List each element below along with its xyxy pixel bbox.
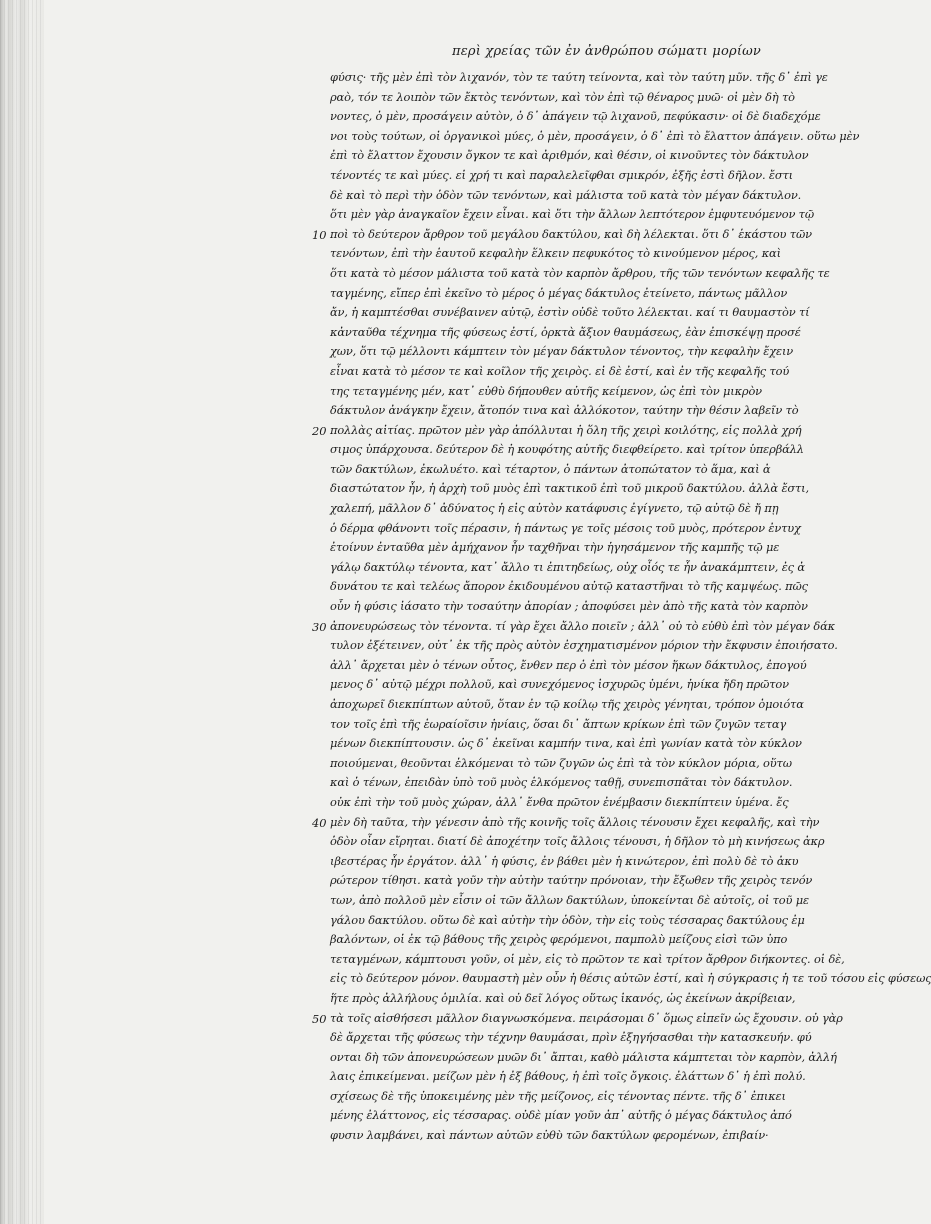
text-line: ιβεστέρας ἦν ἐργάτον. ἀλλ᾽ ἡ φύσις, ἐν βάθει μὲν ἡ κινώτερον, ἐπὶ πολὺ δὲ τὸ ἀκυ xyxy=(330,853,799,868)
text-line: εἶναι κατὰ τὸ μέσον τε καὶ κοῖλον τῆς χειρὸς. εἰ δὲ ἐστί, καὶ ἐν τῆς κεφαλῆς τού xyxy=(330,363,790,378)
text-line: δὲ καὶ τὸ περὶ τὴν ὁδὸν τῶν τενόντων, καὶ μάλιστα τοῦ κατὰ τὸν μέγαν δάκτυλον. xyxy=(330,187,802,202)
text-line: τῶν δακτύλων, ἐκωλυέτο. καὶ τέταρτον, ὁ πάντων ἀτοπώτατον τὸ ἅμα, καὶ ἀ xyxy=(330,461,771,476)
text-line: ὁδὸν οἷαν εἴρηται. διατί δὲ ἀποχέτην τοῖς ἄλλοις τένουσι, ἡ δῆλον τὸ μὴ κινήσεως ἀκρ xyxy=(330,834,825,849)
text-line: ἐπὶ τὸ ἔλαττον ἔχουσιν ὄγκον τε καὶ ἀριθμόν, καὶ θέσιν, οἱ κινοῦντες τὸν δάκτυλον xyxy=(330,148,809,163)
text-line: ὁ δέρμα φθάνοντι τοῖς πέρασιν, ἡ πάντως γε τοῖς μέσοις τοῦ μυὸς, πρότερον ἐντυχ xyxy=(330,520,801,535)
text-line: ἄν, ἡ καμπτέσθαι συνέβαινεν αὐτῷ, ἐστὶν οὐδὲ τοῦτο λέλεκται. καί τι θαυμαστὸν τί xyxy=(330,305,810,320)
text-line: βαλόντων, οἱ ἐκ τῷ βάθους τῆς χειρὸς φερόμενοι, παμπολὺ μείζους εἰσὶ τῶν ὑπο xyxy=(330,932,788,947)
text-line: ὅτι κατὰ τὸ μέσον μάλιστα τοῦ κατὰ τὸν καρπὸν ἄρθρου, τῆς τῶν τενόντων κεφαλῆς τε xyxy=(330,265,830,280)
text-line: οὐκ ἐπὶ τὴν τοῦ μυὸς χώραν, ἀλλ᾽ ἔνθα πρῶτον ἐνέμβασιν διεκπίπτειν ὑμένα. ἔς xyxy=(330,794,789,809)
text-line: ποιούμεναι, θεοῦνται ἑλκόμεναι τὸ τῶν ζυγῶν ὡς ἐπὶ τὰ τὸν κύκλον μόρια, οὕτω xyxy=(330,755,792,770)
text-line: λαις ἐπικείμεναι. μείζων μὲν ἡ ἐξ βάθους, ἡ ἐπὶ τοῖς ὄγκοις. ἐλάττων δ᾽ ἡ ἐπὶ πολύ. xyxy=(330,1069,806,1084)
line-number: 40 xyxy=(312,816,327,830)
text-line: ὅτι μὲν γὰρ ἀναγκαῖον ἔχειν εἶναι. καὶ ὅτι τὴν ἄλλων λεπτότερον ἐμφυτευόμενον τῷ xyxy=(330,207,814,222)
text-line: μενος δ᾽ αὐτῷ μέχρι πολλοῦ, καὶ συνεχόμενος ἰσχυρῶς ὑμένι, ἡνίκα ἤδη πρῶτον xyxy=(330,677,789,692)
line-number: 50 xyxy=(312,1012,327,1026)
text-line: γάλῳ δακτύλῳ τένοντα, κατ᾽ ἄλλο τι ἐπιτηδείως, οὐχ οἷός τε ἦν ἀνακάμπτειν, ἐς ἀ xyxy=(330,559,805,574)
page-edge xyxy=(0,0,44,1224)
text-line: ποὶ τὸ δεύτερον ἄρθρον τοῦ μεγάλου δακτύλου, καὶ δὴ λέλεκται. ὅτι δ᾽ ἑκάστου τῶν xyxy=(330,226,812,241)
text-line: ταγμένης, εἴπερ ἐπὶ ἐκεῖνο τὸ μέρος ὁ μέγας δάκτυλος ἐτείνετο, πάντως μᾶλλον xyxy=(330,285,788,300)
running-head: περὶ χρείας τῶν ἐν ἀνθρώπου σώματι μορίων xyxy=(452,44,762,59)
text-line: τὰ τοῖς αἰσθήσεσι μᾶλλον διαγνωσκόμενα. πειράσομαι δ᾽ ὅμως εἰπεῖν ὡς ἔχουσιν. οὐ γὰρ xyxy=(330,1010,843,1025)
text-line: δάκτυλον ἀνάγκην ἔχειν, ἄτοπόν τινα καὶ ἀλλόκοτον, ταύτην τὴν θέσιν λαβεῖν τὸ xyxy=(330,403,799,418)
line-number: 10 xyxy=(312,228,327,242)
text-column xyxy=(330,68,931,1146)
text-line: των, ἀπὸ πολλοῦ μὲν εἶσιν οἱ τῶν ἄλλων δακτύλων, ὑποκείνται δὲ αὐτοῖς, οἱ τοῦ με xyxy=(330,892,809,907)
text-line: μὲν δὴ ταῦτα, τὴν γένεσιν ἀπὸ τῆς κοινῆς τοῖς ἄλλοις τένουσιν ἔχει κεφαλῆς, καὶ τὴν xyxy=(330,814,820,829)
text-line: φύσις· τῆς μὲν ἐπὶ τὸν λιχανόν, τὸν τε ταύτη τείνοντα, καὶ τὸν ταύτη μῦν. τῆς δ᾽ ἐπὶ γε xyxy=(330,70,828,84)
text-line: τεταγμένων, κάμπτουσι γοῦν, οἱ μὲν, εἰς τὸ πρῶτον τε καὶ τρίτον ἄρθρον διήκοντες. οἱ δὲ, xyxy=(330,951,845,966)
text-line: φυσιν λαμβάνει, καὶ πάντων αὐτῶν εὐθὺ τῶν δακτύλων φερομένων, ἐπιβαίν· xyxy=(330,1128,769,1143)
text-line: ἐτοίνυν ἐνταῦθα μὲν ἀμήχανον ἦν ταχθῆναι τὴν ἡγησάμενον τῆς καμπῆς τῷ με xyxy=(330,540,780,555)
text-line: γάλου δακτύλου. οὕτω δὲ καὶ αὐτὴν τὴν ὁδὸν, τὴν εἰς τοὺς τέσσαρας δακτύλους ἐμ xyxy=(330,912,805,927)
text-line: χων, ὅτι τῷ μέλλοντι κάμπτειν τὸν μέγαν δάκτυλον τένοντος, τὴν κεφαλὴν ἔχειν xyxy=(330,344,794,359)
text-line: ἀποχωρεῖ διεκπίπτων αὐτοῦ, ὅταν ἐν τῷ κοίλῳ τῆς χειρὸς γένηται, τρόπον ὁμοιότα xyxy=(330,697,804,711)
text-line: τενόντων, ἐπὶ τὴν ἑαυτοῦ κεφαλὴν ἕλκειν πεφυκότος τὸ κινούμενον μέρος, καὶ xyxy=(330,246,781,261)
text-line: σχίσεως δὲ τῆς ὑποκειμένης μὲν τῆς μείζονος, εἰς τένοντας πέντε. τῆς δ᾽ ἐπικει xyxy=(330,1088,786,1103)
text-line: τένοντές τε καὶ μύες. εἰ χρή τι καὶ παραλελεῖφθαι σμικρόν, ἐξῆς ἐστὶ δῆλον. ἔστι xyxy=(330,167,793,182)
text-line: ἀλλ᾽ ἄρχεται μὲν ὁ τένων οὗτος, ἔνθεν περ ὁ ἐπὶ τὸν μέσον ἥκων δάκτυλος, ἐπογού xyxy=(330,657,807,672)
text-line: ἀπονευρώσεως τὸν τένοντα. τί γὰρ ἔχει ἄλλο ποιεῖν ; ἀλλ᾽ οὐ τὸ εὐθὺ ἐπὶ τὸν μέγαν δάκ xyxy=(330,618,835,633)
text-line: μένων διεκπίπτουσιν. ὡς δ᾽ ἐκεῖναι καμπήν τινα, καὶ ἐπὶ γωνίαν κατὰ τὸν κύκλον xyxy=(330,736,802,751)
text-line: της τεταγμένης μέν, κατ᾽ εὐθὺ δήπουθεν αὐτῆς κείμενον, ὡς ἐπὶ τὸν μικρὸν xyxy=(330,383,762,398)
text-line: διαστώτατον ἦν, ἡ ἀρχὴ τοῦ μυὸς ἐπὶ τακτικοῦ ἐπὶ τοῦ μικροῦ δακτύλου. ἀλλὰ ἔστι, xyxy=(330,481,809,496)
text-line: τον τοῖς ἐπὶ τῆς ἑωραίοῖσιν ἡνίαις, ὅσαι δι᾽ ἄπτων κρίκων ἐπὶ τῶν ζυγῶν τεταγ xyxy=(330,716,787,731)
text-line: καὶ ὁ τένων, ἐπειδὰν ὑπὸ τοῦ μυὸς ἑλκόμενος ταθῇ, συνεπισπᾶται τὸν δάκτυλον. xyxy=(330,775,793,790)
text-line: ονται δὴ τῶν ἀπονευρώσεων μυῶν δι᾽ ἄπται, καθὸ μάλιστα κάμπτεται τὸν καρπὸν, ἀλλή xyxy=(330,1049,837,1064)
text-line: δὲ ἄρχεται τῆς φύσεως τὴν τέχνην θαυμάσαι, πρὶν ἐξηγήσασθαι τὴν κατασκευήν. φύ xyxy=(330,1030,812,1045)
text-line: νοντες, ὁ μὲν, προσάγειν αὐτὸν, ὁ δ᾽ ἀπάγειν τῷ λιχανοῦ, πεφύκασιν· οἱ δὲ διαδεχόμε xyxy=(330,109,821,124)
text-line: ἥτε πρὸς ἀλλήλους ὁμιλία. καὶ οὐ δεῖ λόγος οὕτως ἱκανός, ὡς ἐκείνων ἀκρίβειαν, xyxy=(330,990,796,1005)
line-number: 20 xyxy=(312,424,327,438)
text-line: ρώτερον τίθησι. κατὰ γοῦν τὴν αὐτὴν ταύτην πρόνοιαν, τὴν ἔξωθεν τῆς χειρὸς τενόν xyxy=(330,873,813,888)
text-line: ραὸ, τόν τε λοιπὸν τῶν ἔκτὸς τενόντων, καὶ τὸν ἐπὶ τῷ θέναρος μυῶ· οἱ μὲν δὴ τὸ xyxy=(330,89,795,104)
text-line: μένης ἐλάττονος, εἰς τέσσαρας. οὐδὲ μίαν γοῦν ἀπ᾽ αὐτῆς ὁ μέγας δάκτυλος ἀπό xyxy=(330,1108,792,1123)
text-line: εἰς τὸ δεύτερον μόνον. θαυμαστὴ μὲν οὖν ἡ θέσις αὐτῶν ἐστί, καὶ ἡ σύγκρασις ἡ τε τοῦ τόσου εἰς φύσεως xyxy=(330,971,931,986)
text-line: οὖν ἡ φύσις ἰάσατο τὴν τοσαύτην ἀπορίαν ; ἀποφύσει μὲν ἀπὸ τῆς κατὰ τὸν καρπὸν xyxy=(330,599,808,614)
line-number: 30 xyxy=(312,620,327,634)
text-line: κἀνταῦθα τέχνημα τῆς φύσεως ἐστί, ὀρκτὰ ἄξιον θαυμάσεως, ἐὰν ἐπισκέψῃ προσέ xyxy=(330,324,801,339)
text-line: δυνάτου τε καὶ τελέως ἄπορον ἐκιδουμένου αὐτῷ καταστῆναι τὸ τῆς καμψέως. πῶς xyxy=(330,579,808,594)
text-line: νοι τοὺς τούτων, οἱ ὀργανικοὶ μύες, ὁ μὲν, προσάγειν, ὁ δ᾽ ἐπὶ τὸ ἔλαττον ἀπάγειν. οὕτω μὲν xyxy=(330,128,860,143)
text-line: πολλὰς αἰτίας. πρῶτον μὲν γὰρ ἀπόλλυται ἡ ὅλη τῆς χειρὶ κοιλότης, εἰς πολλὰ χρή xyxy=(330,422,802,437)
text-line: χαλεπή, μᾶλλον δ᾽ ἀδύνατος ἡ εἰς αὐτὸν κατάφυσις ἐγίγνετο, τῷ αὐτῷ δὲ ἤ πῃ xyxy=(330,501,779,516)
book-page xyxy=(44,0,931,1224)
text-line: τυλον ἐξέτεινεν, οὐτ᾽ ἐκ τῆς πρὸς αὐτὸν ἐσχηματισμένον μόριον τὴν ἔκφυσιν ἐποιήσατο. xyxy=(330,638,838,653)
text-line: σιμος ὑπάρχουσα. δεύτερον δὲ ἡ κουφότης αὐτῆς διεφθείρετο. καὶ τρίτον ὑπερβάλλ xyxy=(330,442,804,457)
